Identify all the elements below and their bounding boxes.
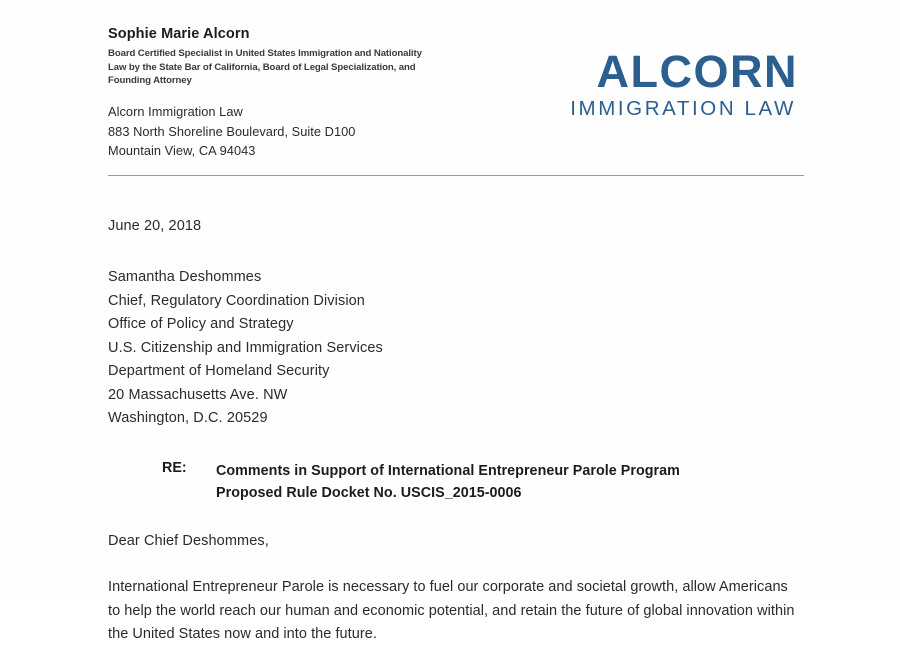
recipient-address [108, 266, 804, 430]
subject-line: Comments in Support of International Entrepreneur Parole Program [216, 462, 680, 479]
logo-tagline: IMMIGRATION LAW [570, 97, 796, 121]
subject-label: RE: [162, 459, 187, 476]
recipient-line: Washington, D.C. 20529 [108, 410, 268, 427]
letter-date: June 20, 2018 [108, 218, 202, 235]
recipient-line: Chief, Regulatory Coordination Division [108, 292, 365, 309]
recipient-line: Samantha Deshommes [108, 269, 262, 286]
recipient-line: U.S. Citizenship and Immigration Services [108, 339, 383, 356]
subject-lines [216, 460, 680, 504]
recipient-line: 20 Massachusetts Ave. NW [108, 386, 288, 403]
letterhead [0, 0, 900, 161]
sender-block [108, 26, 438, 161]
alcorn-logo [570, 26, 804, 123]
sender-address-line: 883 North Shoreline Boulevard, Suite D100 [108, 123, 356, 139]
recipient-line: Office of Policy and Strategy [108, 316, 294, 333]
sender-address [108, 102, 438, 161]
logo-wordmark: ALCORN [596, 46, 798, 97]
salutation: Dear Chief Deshommes, [108, 533, 269, 550]
body-paragraph-1: International Entrepreneur Parole is necessary to fuel our corporate and societal growth, allow Americans to help the world reach our human and economic potential, and retain the future of global innovation within the United States now and into the future. [108, 579, 795, 642]
sender-name: Sophie Marie Alcorn [108, 26, 250, 42]
subject-block [162, 460, 804, 504]
sender-address-line: Mountain View, CA 94043 [108, 143, 256, 159]
sender-credentials: Board Certified Specialist in United States Immigration and Nationality Law by the State Bar of California, Board of Legal Specialization, and Founding Attorney [108, 48, 422, 87]
sender-address-line: Alcorn Immigration Law [108, 103, 243, 119]
subject-line: Proposed Rule Docket No. USCIS_2015-0006 [216, 484, 522, 501]
letterhead-divider [108, 175, 804, 176]
recipient-line: Department of Homeland Security [108, 363, 330, 380]
letter-body [0, 218, 900, 646]
